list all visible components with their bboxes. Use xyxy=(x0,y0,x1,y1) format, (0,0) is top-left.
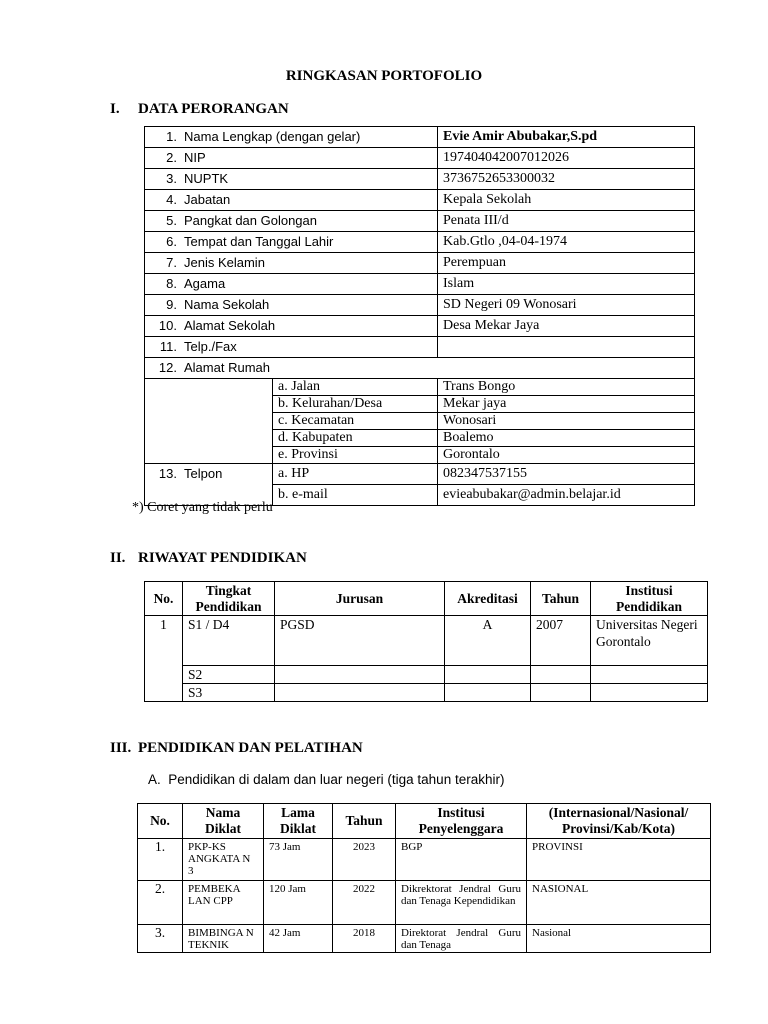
table-row: S2 xyxy=(145,666,708,684)
section-label: PENDIDIKAN DAN PELATIHAN xyxy=(138,740,363,756)
section-label: DATA PERORANGAN xyxy=(138,101,289,117)
table-row: 6. Tempat dan Tanggal Lahir Kab.Gtlo ,04-04-1974 xyxy=(145,232,695,253)
value-cell: 3736752653300032 xyxy=(438,169,695,190)
address-row: d. Kabupaten Boalemo xyxy=(145,430,695,447)
table-row: 1. PKP-KS ANGKATA N 3 73 Jam 2023 BGP PROVINSI xyxy=(138,839,711,881)
value-cell xyxy=(438,337,695,358)
subheading: A. Pendidikan di dalam dan luar negeri (tiga tahun terakhir) xyxy=(148,772,505,787)
telpon-row: 13. Telpon a. HP 082347537155 xyxy=(145,464,695,485)
value-cell: Evie Amir Abubakar,S.pd xyxy=(438,127,695,148)
table-row: 2. PEMBEKA LAN CPP 120 Jam 2022 Dikrektorat Jendral Guru dan Tenaga Kependidikan NASIONAL xyxy=(138,881,711,925)
value-cell: SD Negeri 09 Wonosari xyxy=(438,295,695,316)
section-heading-data-perorangan xyxy=(110,101,510,121)
table-row: 1 S1 / D4 PGSD A 2007 Universitas Negeri Gorontalo xyxy=(145,616,708,666)
table-row: 2. NIP 197404042007012026 xyxy=(145,148,695,169)
table-row: 8. Agama Islam xyxy=(145,274,695,295)
section-number: II. xyxy=(110,550,126,566)
section-number: III. xyxy=(110,740,132,756)
value-cell: Islam xyxy=(438,274,695,295)
table-header-row: No. Nama Diklat Lama Diklat Tahun Institusi Penyelenggara (Internasional/Nasional/ Provinsi/Kab/Kota) xyxy=(138,804,711,839)
value-cell: Kepala Sekolah xyxy=(438,190,695,211)
table-row: 5. Pangkat dan Golongan Penata III/d xyxy=(145,211,695,232)
table-row: 4. Jabatan Kepala Sekolah xyxy=(145,190,695,211)
table-row: 7. Jenis Kelamin Perempuan xyxy=(145,253,695,274)
value-cell: 197404042007012026 xyxy=(438,148,695,169)
section-label: RIWAYAT PENDIDIKAN xyxy=(138,550,307,566)
address-row: a. Jalan Trans Bongo xyxy=(145,379,695,396)
document-title: RINGKASAN PORTOFOLIO xyxy=(285,68,483,84)
table-header-row: No. Tingkat Pendidikan Jurusan Akreditasi Tahun Institusi Pendidikan xyxy=(145,582,708,616)
address-row: e. Provinsi Gorontalo xyxy=(145,447,695,464)
table-row: 12. Alamat Rumah xyxy=(145,358,695,379)
address-row: c. Kecamatan Wonosari xyxy=(145,413,695,430)
table-row: 11. Telp./Fax xyxy=(145,337,695,358)
table-row: S3 xyxy=(145,684,708,702)
address-row: b. Kelurahan/Desa Mekar jaya xyxy=(145,396,695,413)
personal-data-table xyxy=(144,126,695,506)
value-cell: Kab.Gtlo ,04-04-1974 xyxy=(438,232,695,253)
section-heading-riwayat-pendidikan xyxy=(110,550,510,570)
table-row: 9. Nama Sekolah SD Negeri 09 Wonosari xyxy=(145,295,695,316)
section-heading-pendidikan-pelatihan xyxy=(110,740,560,760)
telpon-row: b. e-mail evieabubakar@admin.belajar.id xyxy=(145,485,695,506)
table-row: 1. Nama Lengkap (dengan gelar) Evie Amir Abubakar,S.pd xyxy=(145,127,695,148)
value-cell: Penata III/d xyxy=(438,211,695,232)
value-cell: Desa Mekar Jaya xyxy=(438,316,695,337)
table-row: 10. Alamat Sekolah Desa Mekar Jaya xyxy=(145,316,695,337)
footnote: *) Coret yang tidak perlu xyxy=(132,500,273,515)
training-table xyxy=(137,803,711,953)
table-row: 3. NUPTK 3736752653300032 xyxy=(145,169,695,190)
section-number: I. xyxy=(110,101,120,117)
table-row: 3. BIMBINGA N TEKNIK 42 Jam 2018 Direktorat Jendral Guru dan Tenaga Nasional xyxy=(138,925,711,953)
education-table xyxy=(144,581,708,702)
value-cell: Perempuan xyxy=(438,253,695,274)
